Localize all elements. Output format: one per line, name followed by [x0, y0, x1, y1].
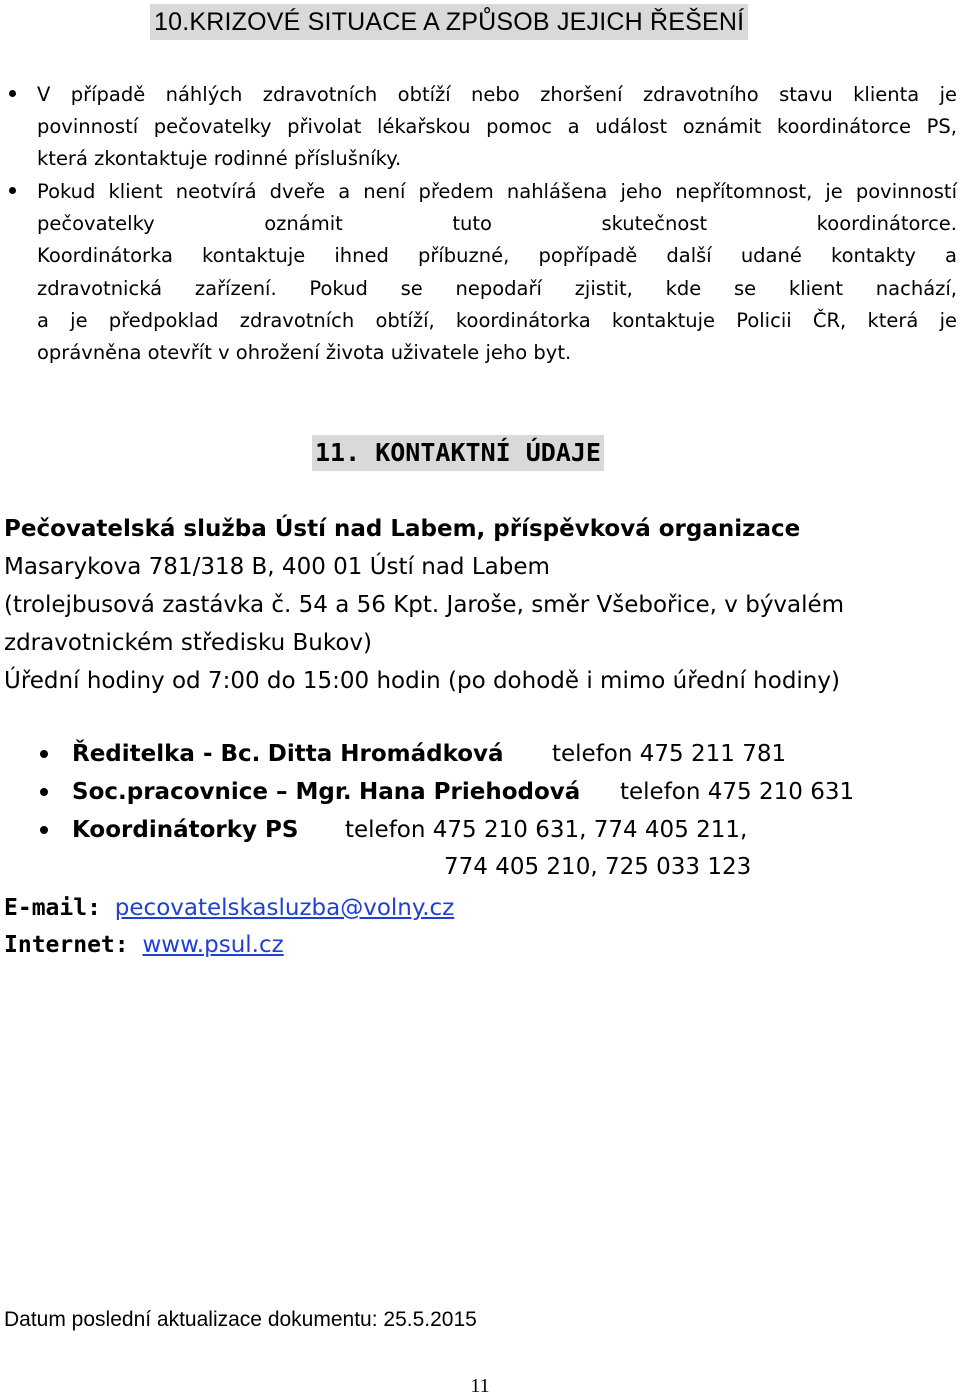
bullet-icon [40, 788, 48, 796]
contact-role: Koordinátorky PS [72, 817, 299, 843]
contact-name: Ditta Hromádková [267, 741, 504, 767]
bullet-sudden-health-issues [37, 79, 957, 176]
web-label: Internet: [4, 932, 129, 958]
contact-phone: telefon 475 211 781 [552, 741, 787, 767]
text-line: pečovatelky oznámit tuto skutečnost koordinátorce. [37, 212, 957, 236]
text-line: V případě náhlých zdravotních obtíží nebo zhoršení zdravotního stavu klienta je [37, 83, 957, 106]
contact-role: Ředitelka - Bc. [72, 741, 261, 767]
address: Masarykova 781/318 B, 400 01 Ústí nad Labem [4, 554, 550, 580]
section-11-title: 11. KONTAKTNÍ ÚDAJE [312, 435, 604, 471]
text-line: Pokud klient neotvírá dveře a není předem nahlášena jeho nepřítomnost, je povinností [37, 180, 957, 203]
web-link[interactable]: www.psul.cz [142, 932, 284, 958]
contact-phone: telefon 475 210 631 [620, 779, 855, 805]
text-line: povinností pečovatelky přivolat lékařskou pomoc a událost oznámit koordinátorce PS, [37, 115, 957, 139]
contact-social-worker [72, 774, 855, 811]
web-row [4, 927, 454, 964]
contact-details [4, 510, 954, 700]
email-link[interactable]: pecovatelskasluzba@volny.cz [114, 895, 455, 921]
bullet-icon [9, 90, 16, 97]
location-note-line-1: (trolejbusová zastávka č. 54 a 56 Kpt. Jaroše, směr Všebořice, v bývalém [4, 592, 845, 618]
contact-coordinators [72, 812, 752, 880]
contact-phone: telefon 475 210 631, 774 405 211, [345, 817, 748, 843]
text-line: která zkontaktuje rodinné příslušníky. [37, 147, 402, 171]
contact-director [72, 736, 787, 773]
bullet-icon [40, 826, 48, 834]
email-label: E-mail: [4, 895, 101, 921]
page-number: 11 [470, 1375, 490, 1397]
contact-name: Hana Priehodová [358, 779, 581, 805]
contact-phone-continued: 774 405 210, 725 033 123 [444, 854, 752, 880]
bullet-icon [9, 187, 16, 194]
last-updated-note: Datum poslední aktualizace dokumentu: 25.5.2015 [4, 1308, 477, 1331]
text-line: a je předpoklad zdravotních obtíží, koordinátorka kontaktuje Policii ČR, která je [37, 308, 957, 332]
location-note-line-2: zdravotnickém středisku Bukov) [4, 630, 372, 656]
text-line: Koordinátorka kontaktuje ihned příbuzné, popřípadě další udané kontakty a [37, 244, 957, 268]
online-contacts [4, 890, 454, 964]
email-row [4, 890, 454, 927]
section-10-title: 10.KRIZOVÉ SITUACE A ZPŮSOB JEJICH ŘEŠENÍ [150, 4, 748, 40]
text-line: oprávněna otevřít v ohrožení života uživatele jeho byt. [37, 341, 572, 365]
bullet-client-not-opening [37, 176, 957, 369]
bullet-icon [40, 750, 48, 758]
text-line: zdravotnická zařízení. Pokud se nepodaří zjistit, kde se klient nachází, [37, 276, 957, 300]
organization-name: Pečovatelská služba Ústí nad Labem, příspěvková organizace [4, 516, 801, 542]
contact-role: Soc.pracovnice – Mgr. [72, 779, 352, 805]
office-hours: Úřední hodiny od 7:00 do 15:00 hodin (po dohodě i mimo úřední hodiny) [4, 668, 840, 694]
